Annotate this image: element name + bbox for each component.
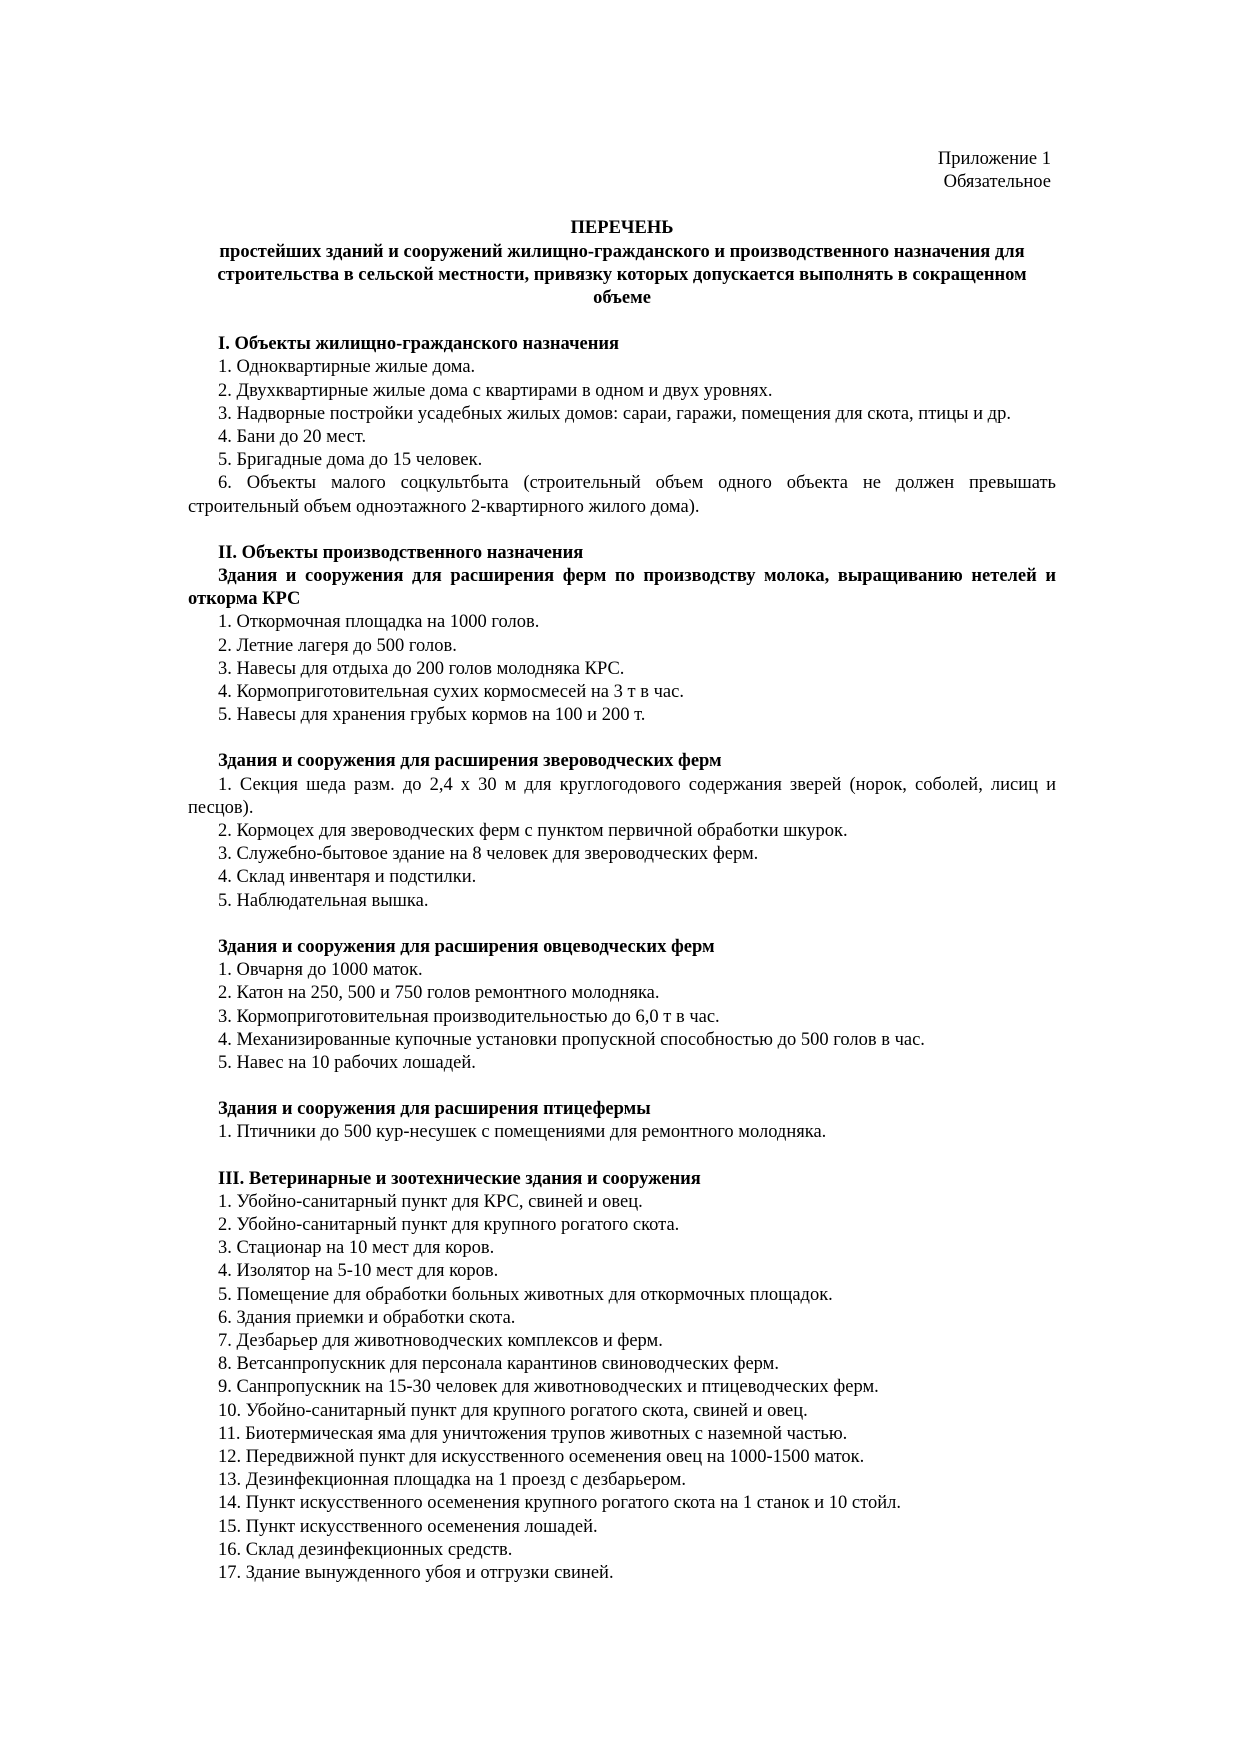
list-item: 1. Одноквартирные жилые дома.: [218, 357, 476, 378]
list-item: 4. Бани до 20 мест.: [218, 427, 367, 448]
list-item: 13. Дезинфекционная площадка на 1 проезд с дезбарьером.: [218, 1470, 687, 1491]
list-item: 2. Двухквартирные жилые дома с квартирами в одном и двух уровнях.: [218, 380, 773, 401]
section-heading: I. Объекты жилищно-гражданского назначения: [218, 334, 620, 355]
list-item: 9. Санпропускник на 15-30 человек для животноводческих и птицеводческих ферм.: [218, 1377, 879, 1398]
appendix-label: Приложение 1: [937, 149, 1051, 169]
list-item: 17. Здание вынужденного убоя и отгрузки свиней.: [218, 1562, 614, 1583]
list-item: 10. Убойно-санитарный пункт для крупного рогатого скота, свиней и овец.: [218, 1400, 808, 1421]
list-item: 3. Служебно-бытовое здание на 8 человек для звероводческих ферм.: [218, 844, 759, 865]
list-item: 4. Кормоприготовительная сухих кормосмесей на 3 т в час.: [218, 682, 684, 703]
list-item: 6. Здания приемки и обработки скота.: [218, 1307, 516, 1328]
list-item: 2. Кормоцех для звероводческих ферм с пунктом первичной обработки шкурок.: [218, 821, 848, 842]
document-title: ПЕРЕЧЕНЬ: [570, 218, 674, 239]
group-heading: Здания и сооружения для расширения птицефермы: [218, 1099, 651, 1120]
section-heading: II. Объекты производственного назначения: [218, 542, 584, 563]
group-list: [188, 774, 1056, 913]
list-item: 5. Помещение для обработки больных животных для откормочных площадок.: [218, 1284, 833, 1305]
list-item: 2. Летние лагеря до 500 голов.: [218, 635, 457, 656]
section-list: [188, 356, 1056, 518]
list-item: 5. Наблюдательная вышка.: [218, 890, 429, 911]
list-item: 3. Навесы для отдыха до 200 голов молодняка КРС.: [218, 658, 625, 679]
list-item: 11. Биотермическая яма для уничтожения трупов животных с наземной частью.: [218, 1423, 848, 1444]
list-item: 14. Пункт искусственного осеменения крупного рогатого скота на 1 станок и 10 стойл.: [218, 1493, 901, 1514]
list-item: 5. Навесы для хранения грубых кормов на 100 и 200 т.: [218, 705, 646, 726]
list-item: 4. Изолятор на 5-10 мест для коров.: [218, 1261, 499, 1282]
section-list: [188, 1191, 1056, 1585]
list-item: 2. Катон на 250, 500 и 750 голов ремонтного молодняка.: [218, 983, 660, 1004]
list-item: 5. Бригадные дома до 15 человек.: [218, 450, 483, 471]
group-heading: Здания и сооружения для расширения овцеводческих ферм: [218, 936, 715, 957]
list-item: 4. Склад инвентаря и подстилки.: [218, 867, 477, 888]
list-item: 3. Надворные постройки усадебных жилых домов: сараи, гаражи, помещения для скота, птицы и др.: [218, 403, 1011, 424]
list-item: 15. Пункт искусственного осеменения лошадей.: [218, 1516, 598, 1537]
list-item: 3. Стационар на 10 мест для коров.: [218, 1238, 495, 1259]
section-heading: III. Ветеринарные и зоотехнические здания и сооружения: [218, 1168, 701, 1189]
list-item: 12. Передвижной пункт для искусственного осеменения овец на 1000-1500 маток.: [218, 1446, 865, 1467]
list-item: 6. Объекты малого соцкультбыта (строительный объем одного объекта не должен превышать строительный объем одноэтажного 2-квартирного жилого дома).: [188, 473, 1056, 517]
document-page: [188, 148, 1056, 1585]
list-item: 7. Дезбарьер для животноводческих комплексов и ферм.: [218, 1330, 663, 1351]
group-heading: Здания и сооружения для расширения звероводческих ферм: [218, 751, 722, 772]
list-item: 1. Овчарня до 1000 маток.: [218, 960, 423, 981]
list-item: 2. Убойно-санитарный пункт для крупного рогатого скота.: [218, 1214, 680, 1235]
group-list: [188, 1121, 1056, 1144]
list-item: 5. Навес на 10 рабочих лошадей.: [218, 1052, 476, 1073]
list-item: 3. Кормоприготовительная производительностью до 6,0 т в час.: [218, 1006, 720, 1027]
list-item: 1. Откормочная площадка на 1000 голов.: [218, 612, 540, 633]
list-item: 4. Механизированные купочные установки пропускной способностью до 500 голов в час.: [218, 1029, 925, 1050]
group-list: [188, 611, 1056, 727]
list-item: 1. Секция шеда разм. до 2,4 х 30 м для круглогодового содержания зверей (норок, соболей, лисиц и песцов).: [188, 774, 1056, 818]
list-item: 1. Птичники до 500 кур-несушек с помещениями для ремонтного молодняка.: [218, 1122, 827, 1143]
list-item: 1. Убойно-санитарный пункт для КРС, свиней и овец.: [218, 1191, 643, 1212]
status-label: Обязательное: [943, 172, 1051, 193]
document-subtitle: простейших зданий и сооружений жилищно-гражданского и производственного назначения для строительства в сельской местности, привязку которых допускается выполнять в сокращенном объеме: [217, 241, 1027, 309]
group-heading: Здания и сооружения для расширения ферм по производству молока, выращиванию нетелей и откорма КРС: [188, 566, 1056, 610]
list-item: 16. Склад дезинфекционных средств.: [218, 1539, 513, 1560]
group-list: [188, 959, 1056, 1075]
list-item: 8. Ветсанпропускник для персонала карантинов свиноводческих ферм.: [218, 1354, 779, 1375]
